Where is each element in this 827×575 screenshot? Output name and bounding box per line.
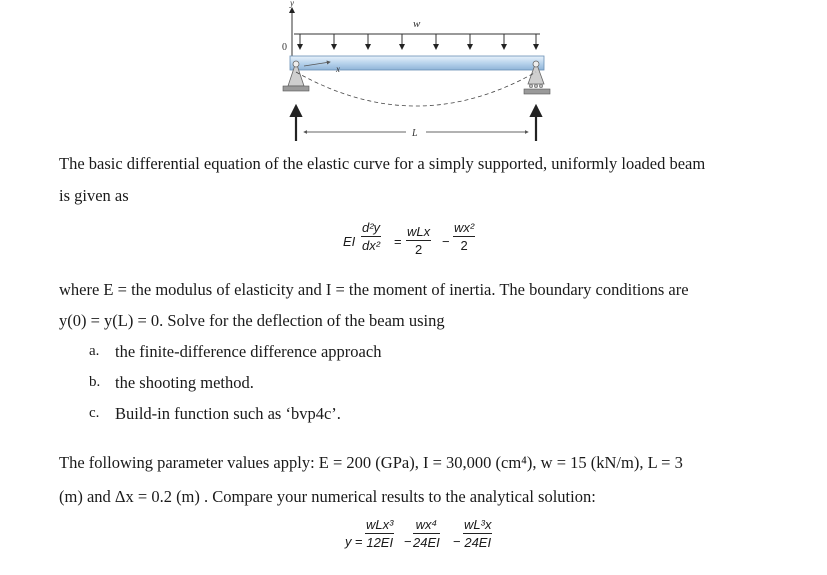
intro-line-2: is given as xyxy=(59,186,129,205)
term-wlx-over-2: wLx 2 xyxy=(407,224,431,257)
beam xyxy=(290,56,544,70)
y-variable: y xyxy=(345,534,352,549)
equals-sign: = xyxy=(355,534,363,549)
origin-label: 0 xyxy=(282,42,287,53)
list-item-marker: c. xyxy=(89,405,100,421)
intro-line-1: The basic differential equation of the elastic curve for a simply supported, uniformly loaded beam xyxy=(59,154,706,173)
load-label: w xyxy=(413,18,421,30)
list-item: Build-in function such as ‘bvp4c’. xyxy=(115,404,341,423)
y-axis-label: y xyxy=(290,0,294,8)
definitions-line-1: where E = the modulus of elasticity and I = the moment of inertia. The boundary conditions are xyxy=(59,280,689,299)
ei-coefficient: EI xyxy=(343,234,356,249)
list-item-marker: a. xyxy=(89,343,100,359)
list-item: the finite-difference difference approach xyxy=(115,342,382,361)
term-wl3x-over-24ei: wL³x 24EI xyxy=(464,517,492,550)
minus-sign: − xyxy=(453,534,461,549)
minus-sign: − xyxy=(404,534,412,549)
list-item-marker: b. xyxy=(89,374,101,390)
x-axis-label: x xyxy=(336,64,340,74)
equals-sign: = xyxy=(394,234,402,249)
term-wx2-over-2: wx² 2 xyxy=(454,220,475,253)
differential-equation xyxy=(343,220,493,268)
list-item: the shooting method. xyxy=(115,373,254,392)
load-arrows xyxy=(300,34,536,49)
beam-diagram xyxy=(270,0,560,145)
deflection-curve xyxy=(296,72,536,106)
minus-sign: − xyxy=(442,234,450,249)
analytical-solution xyxy=(345,517,515,567)
parameters-line-1: The following parameter values apply: E = 200 (GPa), I = 30,000 (cm⁴), w = 15 (kN/m), L = 3 xyxy=(59,453,683,472)
span-label: L xyxy=(412,128,418,139)
parameters-line-2: (m) and Δx = 0.2 (m) . Compare your numerical results to the analytical solution: xyxy=(59,487,596,506)
term-wlx3-over-12ei: wLx³ 12EI xyxy=(366,517,394,550)
term-wx4-over-24ei: wx⁴ 24EI xyxy=(413,517,440,550)
definitions-line-2: y(0) = y(L) = 0. Solve for the deflection of the beam using xyxy=(59,311,445,330)
second-derivative: d²y dx² xyxy=(362,220,381,253)
